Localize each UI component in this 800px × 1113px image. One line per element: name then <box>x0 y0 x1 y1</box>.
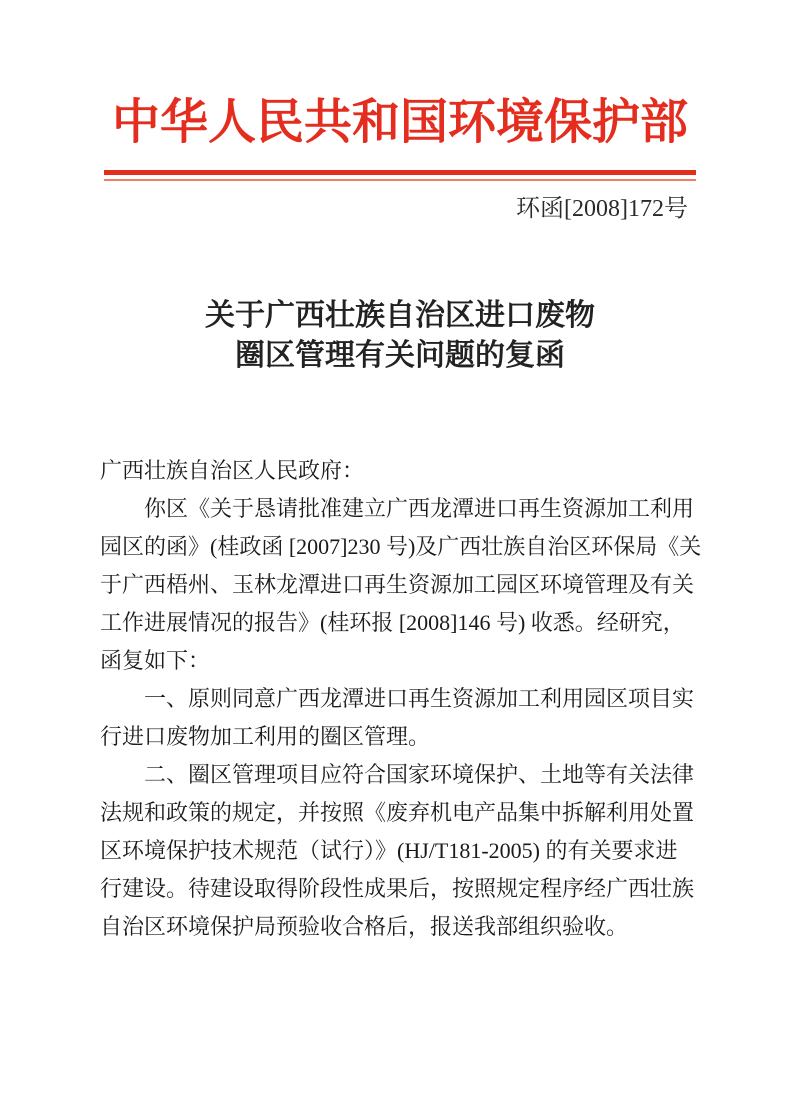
body-text-line: 于广西梧州、玉林龙潭进口再生资源加工园区环境管理及有关 <box>100 571 695 597</box>
body-text-line: 工作进展情况的报告》(桂环报 [2008]146 号) 收悉。经研究， <box>100 609 685 635</box>
document-body <box>100 452 716 946</box>
red-divider-thick-line <box>104 170 696 175</box>
body-text-line: 函复如下： <box>100 647 211 673</box>
document-title <box>0 296 800 376</box>
body-text-line: 行进口废物加工利用的圈区管理。 <box>100 723 431 749</box>
body-text <box>100 490 716 946</box>
red-divider <box>104 170 696 181</box>
body-text-line: 自治区环境保护局预验收合格后，报送我部组织验收。 <box>100 913 629 939</box>
body-text-line: 区环境保护技术规范（试行）》(HJ/T181-2005) 的有关要求进 <box>100 837 678 863</box>
body-text-line: 一、原则同意广西龙潭进口再生资源加工利用园区项目实 <box>144 685 695 711</box>
document-title-line2: 圈区管理有关问题的复函 <box>235 338 565 372</box>
body-text-line: 法规和政策的规定，并按照《废弃机电产品集中拆解利用处置 <box>100 799 695 825</box>
salutation: 广西壮族自治区人民政府： <box>100 457 365 483</box>
agency-name: 中华人民共和国环境保护部 <box>111 96 688 149</box>
body-text-line: 你区《关于恳请批准建立广西龙潭进口再生资源加工利用 <box>144 495 695 521</box>
red-divider-thin-line <box>104 179 696 181</box>
body-text-line: 园区的函》(桂政函 [2007]230 号)及广西壮族自治区环保局《关 <box>100 533 702 559</box>
document-number: 环函[2008]172号 <box>516 195 688 222</box>
document-title-line1: 关于广西壮族自治区进口废物 <box>205 298 595 332</box>
body-text-line: 行建设。待建设取得阶段性成果后，按照规定程序经广西壮族 <box>100 875 695 901</box>
body-text-line: 二、圈区管理项目应符合国家环境保护、土地等有关法律 <box>144 761 695 787</box>
